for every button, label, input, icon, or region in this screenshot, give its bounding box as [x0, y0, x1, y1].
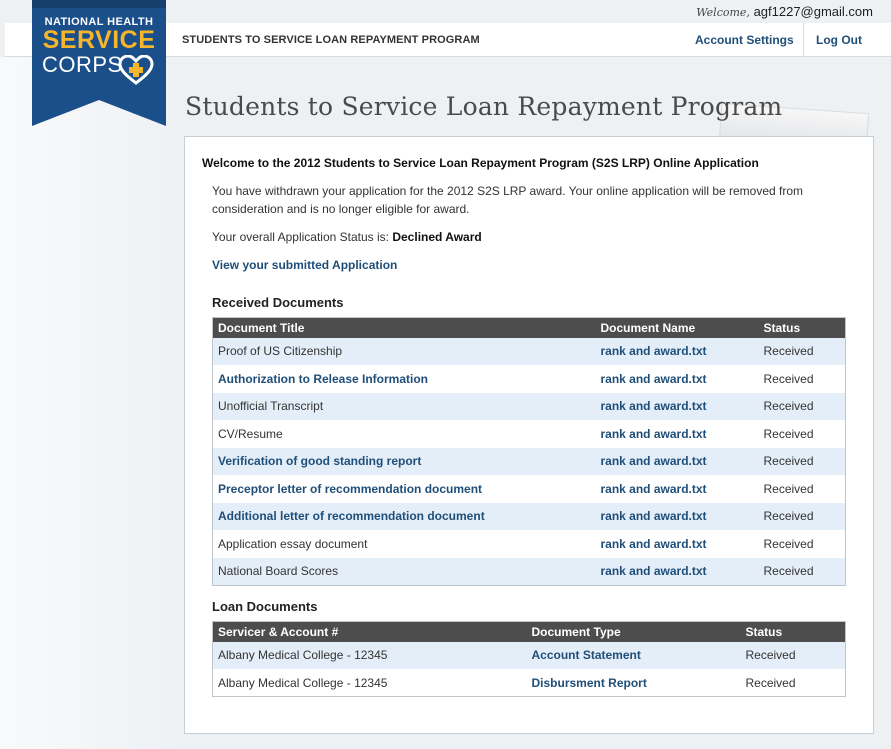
- table-row: [213, 558, 846, 586]
- document-title-cell: [213, 530, 596, 558]
- application-status: [212, 230, 482, 244]
- document-status: Received: [759, 365, 846, 393]
- document-name-cell: [596, 475, 759, 503]
- received-documents-heading: Received Documents: [212, 295, 344, 310]
- col-document-title: Document Title: [213, 318, 596, 338]
- document-file-link[interactable]: rank and award.txt: [600, 564, 707, 578]
- document-title-cell: [213, 393, 596, 421]
- document-type-link[interactable]: Account Statement: [531, 648, 641, 663]
- document-status: Received: [759, 530, 846, 558]
- document-title-cell: [213, 420, 596, 448]
- col-document-type: Document Type: [527, 622, 741, 642]
- document-file-link[interactable]: rank and award.txt: [600, 399, 707, 414]
- status-prefix: Your overall Application Status is:: [212, 230, 389, 244]
- table-row: [213, 475, 846, 503]
- loan-status: Received: [741, 669, 846, 697]
- document-status: Received: [759, 338, 846, 366]
- col-status: Status: [759, 318, 846, 338]
- logo-line-2: SERVICE: [42, 26, 156, 54]
- document-title: Proof of US Citizenship: [218, 344, 343, 359]
- servicer-account: Albany Medical College - 12345: [213, 669, 527, 697]
- document-title-cell: [213, 558, 596, 586]
- document-file-link[interactable]: rank and award.txt: [600, 371, 707, 386]
- view-application-link[interactable]: View your submitted Application: [212, 258, 398, 272]
- document-name-cell: [596, 365, 759, 393]
- document-status: Received: [759, 503, 846, 531]
- nhsc-logo[interactable]: [32, 0, 166, 126]
- nav-divider: [803, 23, 804, 57]
- heart-cross-icon: [118, 55, 154, 85]
- document-file-link[interactable]: rank and award.txt: [600, 454, 707, 469]
- page-title: Students to Service Loan Repayment Program: [185, 92, 783, 121]
- logo-line-3: CORPS: [42, 52, 123, 77]
- table-header-row: [213, 622, 846, 642]
- table-row: [213, 365, 846, 393]
- document-title: National Board Scores: [218, 564, 339, 578]
- document-title: CV/Resume: [218, 426, 283, 441]
- document-name-cell: [596, 558, 759, 586]
- intro-heading: Welcome to the 2012 Students to Service Loan Repayment Program (S2S LRP) Online Application: [202, 156, 759, 170]
- document-title: Application essay document: [218, 536, 368, 551]
- document-name-cell: [596, 448, 759, 476]
- document-name-cell: [596, 393, 759, 421]
- document-name-cell: [596, 338, 759, 366]
- document-title-cell: [213, 503, 596, 531]
- document-file-link[interactable]: rank and award.txt: [600, 509, 707, 524]
- document-type-cell: [527, 669, 741, 697]
- loan-documents-heading: Loan Documents: [212, 599, 318, 614]
- document-status: Received: [759, 448, 846, 476]
- status-value: Declined Award: [392, 230, 482, 244]
- document-title-cell: [213, 475, 596, 503]
- welcome-prefix: Welcome,: [696, 6, 750, 19]
- received-documents-table: [212, 317, 846, 586]
- document-name-cell: [596, 420, 759, 448]
- welcome-text: [696, 4, 873, 19]
- table-row: [213, 642, 846, 670]
- table-row: [213, 448, 846, 476]
- document-file-link[interactable]: rank and award.txt: [600, 536, 707, 551]
- col-document-name: Document Name: [596, 318, 759, 338]
- table-row: [213, 669, 846, 697]
- col-servicer-account: Servicer & Account #: [213, 622, 527, 642]
- document-status: Received: [759, 420, 846, 448]
- document-file-link[interactable]: rank and award.txt: [600, 344, 707, 359]
- document-file-link[interactable]: rank and award.txt: [600, 426, 707, 441]
- application-card: [184, 136, 874, 734]
- document-type-link[interactable]: Disbursment Report: [531, 675, 647, 690]
- loan-status: Received: [741, 642, 846, 670]
- servicer-account: Albany Medical College - 12345: [213, 642, 527, 670]
- program-title: STUDENTS TO SERVICE LOAN REPAYMENT PROGRAM: [182, 34, 480, 46]
- withdrawn-message: You have withdrawn your application for the 2012 S2S LRP award. Your online application will be removed from consideration and is no longer eligible for award.: [212, 184, 804, 216]
- loan-documents-table: [212, 621, 846, 697]
- document-title-link[interactable]: Authorization to Release Information: [218, 371, 429, 386]
- document-title-link[interactable]: Additional letter of recommendation document: [218, 509, 485, 524]
- account-settings-link[interactable]: Account Settings: [695, 33, 794, 47]
- table-header-row: [213, 318, 846, 338]
- document-file-link[interactable]: rank and award.txt: [600, 481, 707, 496]
- document-title-cell: [213, 338, 596, 366]
- document-status: Received: [759, 558, 846, 586]
- document-title-cell: [213, 448, 596, 476]
- document-name-cell: [596, 530, 759, 558]
- left-background-shade: [0, 57, 180, 749]
- col-loan-status: Status: [741, 622, 846, 642]
- user-email: agf1227@gmail.com: [753, 4, 873, 19]
- document-status: Received: [759, 475, 846, 503]
- document-type-cell: [527, 642, 741, 670]
- document-title-link[interactable]: Verification of good standing report: [218, 454, 422, 469]
- table-row: [213, 530, 846, 558]
- document-title-cell: [213, 365, 596, 393]
- document-title: Unofficial Transcript: [218, 399, 324, 414]
- logout-link[interactable]: Log Out: [816, 33, 862, 47]
- table-row: [213, 338, 846, 366]
- table-row: [213, 420, 846, 448]
- table-row: [213, 503, 846, 531]
- table-row: [213, 393, 846, 421]
- logo-line-1: NATIONAL HEALTH: [44, 16, 154, 28]
- document-status: Received: [759, 393, 846, 421]
- document-name-cell: [596, 503, 759, 531]
- document-title-link[interactable]: Preceptor letter of recommendation document: [218, 481, 483, 496]
